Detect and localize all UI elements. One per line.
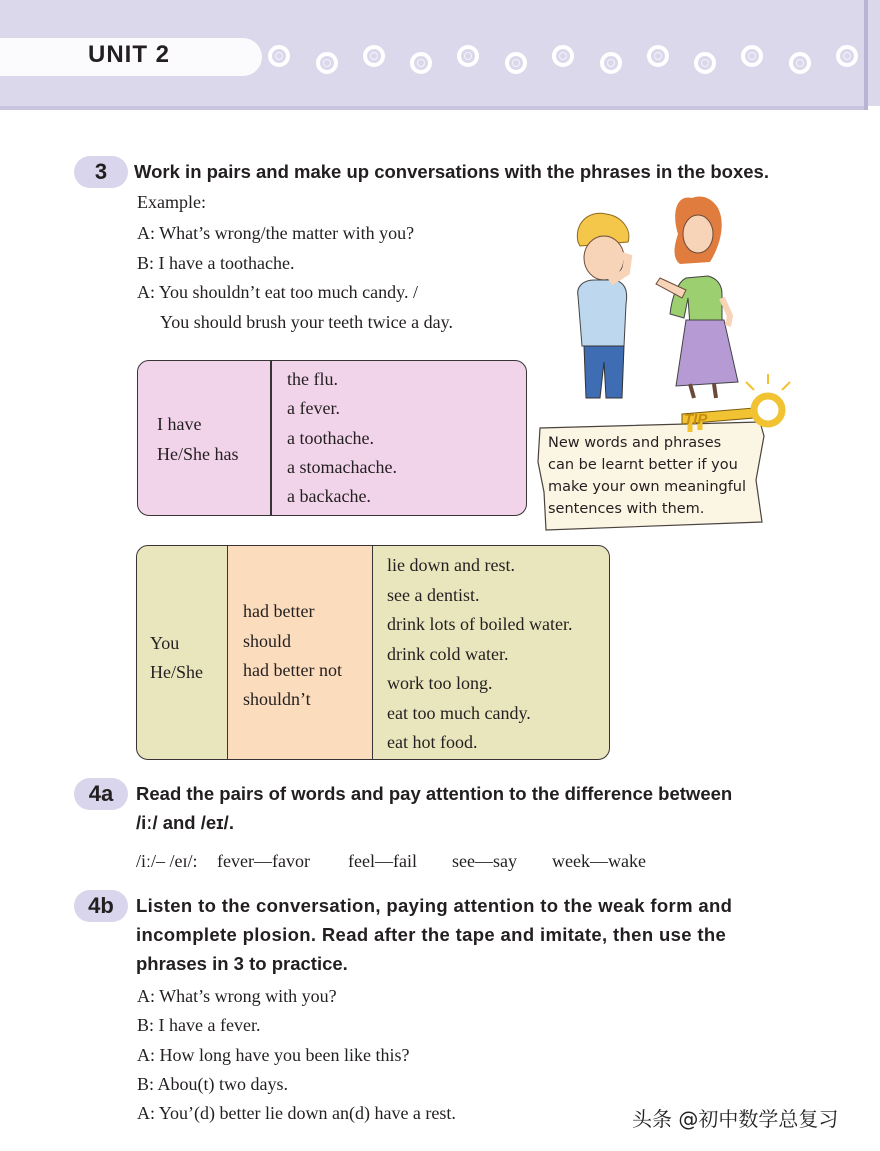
conversation-line: B: I have a fever. bbox=[137, 1015, 261, 1035]
tip-line: New words and phrases bbox=[548, 435, 722, 451]
boy-figure bbox=[577, 213, 629, 398]
conversation-line: A: How long have you been like this? bbox=[137, 1045, 410, 1065]
header-divider bbox=[0, 106, 866, 110]
activity-3-badge: 3 bbox=[74, 156, 128, 188]
woman-figure bbox=[656, 196, 738, 398]
ring-icon bbox=[505, 52, 527, 74]
word: fail bbox=[392, 851, 417, 871]
activity-4b-instruction: incomplete plosion. Read after the tape and imitate, then use the bbox=[136, 924, 727, 945]
header-edge bbox=[864, 0, 868, 110]
box2-action: lie down and rest. bbox=[387, 555, 515, 575]
box1-complaint: a backache. bbox=[287, 486, 371, 506]
box1-divider bbox=[270, 361, 272, 515]
watermark: 头条 @初中数学总复习 bbox=[632, 1107, 839, 1131]
activity-4a-instruction: /iː/ and /eɪ/. bbox=[136, 812, 234, 833]
ring-icon bbox=[741, 45, 763, 67]
tip-line: can be learnt better if you bbox=[548, 457, 738, 473]
activity-4b-badge: 4b bbox=[74, 890, 128, 922]
ring-icon bbox=[600, 52, 622, 74]
box2-action: work too long. bbox=[387, 673, 493, 693]
word: see bbox=[452, 851, 475, 871]
ring-icon bbox=[694, 52, 716, 74]
box1-complaint: a fever. bbox=[287, 398, 340, 418]
example-line: A: You shouldn’t eat too much candy. / bbox=[137, 282, 418, 302]
box2-modal: had better not bbox=[243, 660, 342, 680]
word: week bbox=[552, 851, 590, 871]
ring-icon bbox=[457, 45, 479, 67]
phonetic-label: /iː/– /eɪ/: bbox=[136, 851, 198, 871]
word: say bbox=[492, 851, 517, 871]
box2-modal-column bbox=[227, 546, 373, 759]
word: fever bbox=[217, 851, 254, 871]
box2-action: drink cold water. bbox=[387, 644, 509, 664]
ring-icon bbox=[836, 45, 858, 67]
boy-woman-illustration bbox=[560, 186, 760, 400]
ring-icon bbox=[647, 45, 669, 67]
box1-complaint: the flu. bbox=[287, 369, 338, 389]
tip-line: make your own meaningful bbox=[548, 479, 747, 495]
word: favor bbox=[271, 851, 310, 871]
tip-line: sentences with them. bbox=[548, 501, 705, 517]
activity-4a-badge: 4a bbox=[74, 778, 128, 810]
conversation-line: A: You’(d) better lie down an(d) have a rest. bbox=[137, 1103, 456, 1123]
box1-complaint: a toothache. bbox=[287, 428, 374, 448]
conversation-line: B: Abou(t) two days. bbox=[137, 1074, 288, 1094]
activity-3-instruction: Work in pairs and make up conversations with the phrases in the boxes. bbox=[134, 161, 769, 182]
ring-icon bbox=[552, 45, 574, 67]
box2-modal: shouldn’t bbox=[243, 689, 311, 709]
box1-subject: I have bbox=[157, 414, 202, 434]
box2-action: drink lots of boiled water. bbox=[387, 614, 573, 634]
activity-4b-instruction: phrases in 3 to practice. bbox=[136, 953, 348, 974]
box1-subject: He/She has bbox=[157, 444, 239, 464]
box2-subject: He/She bbox=[150, 662, 203, 682]
ring-icon bbox=[316, 52, 338, 74]
word-pair: see—say bbox=[452, 851, 517, 871]
ring-icon bbox=[410, 52, 432, 74]
tip-label: TIP bbox=[684, 411, 708, 428]
box2-action: eat too much candy. bbox=[387, 703, 531, 723]
word-pair: feel—fail bbox=[348, 851, 417, 871]
box2-action: see a dentist. bbox=[387, 585, 480, 605]
ring-icon bbox=[268, 45, 290, 67]
box2-modal: should bbox=[243, 631, 292, 651]
box1-complaint: a stomachache. bbox=[287, 457, 397, 477]
example-line: B: I have a toothache. bbox=[137, 253, 295, 273]
example-label: Example: bbox=[137, 192, 206, 212]
unit-title: UNIT 2 bbox=[88, 41, 171, 68]
phrase-box-2 bbox=[136, 545, 610, 760]
ring-icon bbox=[789, 52, 811, 74]
box2-subject: You bbox=[150, 633, 180, 653]
box2-action: eat hot food. bbox=[387, 732, 478, 752]
example-line: A: What’s wrong/the matter with you? bbox=[137, 223, 415, 243]
ring-icon bbox=[363, 45, 385, 67]
word: wake bbox=[607, 851, 646, 871]
example-line: You should brush your teeth twice a day. bbox=[160, 312, 453, 332]
word: feel bbox=[348, 851, 375, 871]
activity-4a-instruction: Read the pairs of words and pay attention to the difference between bbox=[136, 783, 733, 804]
word-pair: week—wake bbox=[552, 851, 646, 871]
word-pair: fever—favor bbox=[217, 851, 310, 871]
conversation-line: A: What’s wrong with you? bbox=[137, 986, 337, 1006]
box2-modal: had better bbox=[243, 601, 315, 621]
activity-4b-instruction: Listen to the conversation, paying attention to the weak form and bbox=[136, 895, 733, 916]
